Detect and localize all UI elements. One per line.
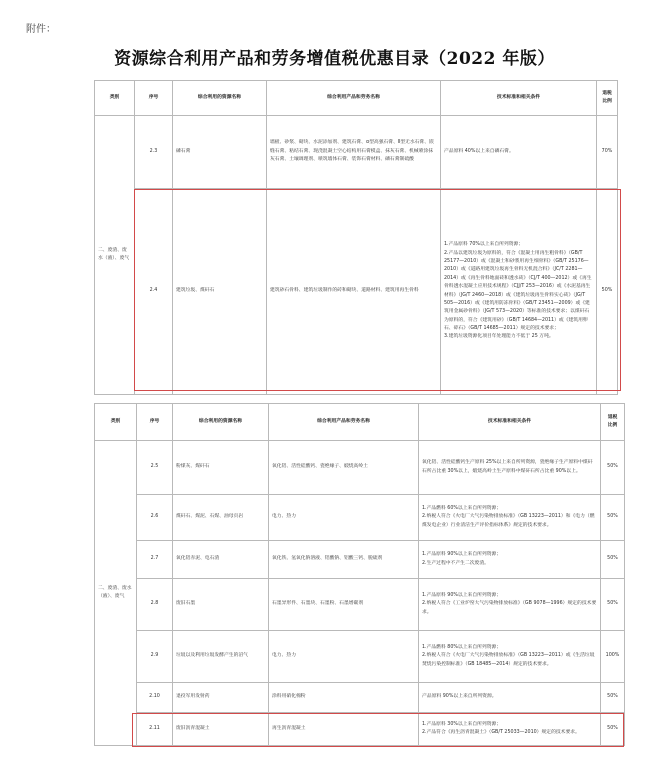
row-number: 2.6 [137,495,173,541]
standard-line: 2.产品符合《再生沥青混凝土》（GB/T 25033—2010）规定的技术要求。 [422,730,580,735]
standard-text [419,683,601,713]
header-number: 序号 [135,81,173,116]
page-title: 资源综合利用产品和劳务增值税优惠目录（2022 年版） [114,49,555,69]
resource-name: 粉煤灰、煤矸石 [173,441,269,495]
category-cell: 二、废渣、废水（液）、废气 [95,116,135,395]
header-resource: 综合利用的资源名称 [173,81,267,116]
resource-name: 氧化铝赤泥、电石渣 [173,541,269,579]
refund-rate: 50% [601,713,625,746]
standard-line: 氧化铝、活性硅酸钙生产原料 25%以上来自所列资源，瓷绝缘子生产原料中煤矸石所占比重 30%以上，煅烧高岭土生产原料中煤矸石所占比重 90%以上。 [422,460,593,474]
standard-line: 1.产品原料 30%以上来自所列资源； [422,721,502,727]
row-number: 2.4 [135,189,173,395]
standard-line: 1.产品原料 90%以上来自所列资源； [422,592,502,598]
resource-name: 废旧石墨 [173,579,269,631]
refund-rate: 50% [601,541,625,579]
standard-text [419,631,601,683]
standard-line: 2.产品以建筑垃圾为原料的，符合《混凝土用再生粗骨料》（GB/T 25177—2010）或《混凝土和砂浆用再生细骨料》（GB/T 25176—2010）或《道路用建筑垃圾再生骨料无机混合料》（JC/T 2281—2014）或《再生骨料地面砖和透水砖》（CJ/T 400—2012）或《再生骨料透水混凝土应用技术规程》（CJJ/T 253—2016）或《水泥基再生材料》（JG/T 2460—2018）或《建筑垃圾再生骨料实心砖》（JG/T 505—2016）或《建筑用防冻骨料》（GB/T 23451—2009）或《建筑用金属砂骨料》（JG/T 573—2020）等标准的技术要求；以煤矸石为原料的，符合《建筑用砂》（GB/T 14684—2011）或《建筑用卵石、碎石》（GB/T 14685—2011）规定的技术要求； [444,250,592,332]
table-row [95,441,625,495]
header-number: 序号 [137,404,173,441]
table-row [95,713,625,746]
standard-line: 1.产品原料 90%以上来自所列资源； [422,552,502,558]
standard-line: 产品原料 90%以上来自所列资源。 [422,694,497,700]
row-number: 2.9 [137,631,173,683]
header-category: 类别 [95,404,137,441]
standard-line: 1.产品燃料 80%以上来自所列资源； [422,644,502,650]
resource-name: 退役军用发射药 [173,683,269,713]
table-row [95,631,625,683]
row-number: 2.3 [135,116,173,189]
attachment-label: 附件： [26,24,56,35]
standard-line: 产品原料 40%以上来自磷石膏。 [444,148,514,154]
product-name: 氧化铝、活性硅酸钙、瓷绝缘子、煅烧高岭土 [269,441,419,495]
table-row [95,579,625,631]
product-name: 电力、热力 [269,495,419,541]
table-header-row [95,81,618,116]
table-1 [94,80,618,395]
standard-text [419,541,601,579]
table-row [95,116,618,189]
refund-rate: 70% [597,116,618,189]
header-category: 类别 [95,81,135,116]
table-row [95,189,618,395]
header-product: 综合利用产品和劳务名称 [267,81,441,116]
standard-text [441,116,597,189]
header-rate-line1: 退税 [602,90,612,96]
header-product: 综合利用产品和劳务名称 [269,404,419,441]
standard-line: 2.纳税人符合《火电厂大气污染物排放标准》（GB 13223—2011）或《生活垃圾焚烧污染控制标准》（GB 18485—2014）规定的技术要求。 [422,653,595,667]
resource-name: 废旧沥青混凝土 [173,713,269,746]
refund-rate: 50% [601,683,625,713]
refund-rate: 50% [601,441,625,495]
refund-rate: 50% [597,189,618,395]
header-standard: 技术标准和相关条件 [441,81,597,116]
table-row [95,541,625,579]
header-rate-line1: 退税 [607,414,618,420]
refund-rate: 50% [601,495,625,541]
product-name: 石墨异形件、石墨块、石墨粉、石墨增碳剂 [269,579,419,631]
standard-line: 2.纳税人符合《火电厂大气污染物排放标准》（GB 13223—2011）和《电力（燃煤发电企业）行业清洁生产评价指标体系》规定的技术要求。 [422,514,595,528]
resource-name: 建筑垃圾、煤矸石 [173,189,267,395]
row-number: 2.10 [137,683,173,713]
product-name: 电力、热力 [269,631,419,683]
standard-text [419,441,601,495]
standard-text [419,579,601,631]
table-2 [94,403,625,746]
standard-text [419,495,601,541]
category-cell: 二、废渣、废水（液）、废气 [95,441,137,746]
table-row [95,683,625,713]
resource-name: 垃圾以及利用垃圾发酵产生的沼气 [173,631,269,683]
product-name: 建筑砂石骨料、建筑垃圾制作的砖和砌块、道路材料、建筑用再生骨料 [267,189,441,395]
row-number: 2.11 [137,713,173,746]
resource-name: 磷石膏 [173,116,267,189]
row-number: 2.7 [137,541,173,579]
header-rate-line2: 比例 [602,99,612,104]
table-header-row [95,404,625,441]
refund-rate: 100% [601,631,625,683]
header-standard: 技术标准和相关条件 [419,404,601,441]
product-name: 墙板、砂浆、砌块、水泥添加剂、建筑石膏、α型高强石膏、Ⅱ型无水石膏、嵌缝石膏、粘结石膏、现浇混凝土空心结构用石膏模盒、抹灰石膏、机械喷涂抹灰石膏、土壤调理剂、喷筑墙体石膏、装饰石膏材料、磷石膏制硫酸 [267,116,441,189]
header-rate [597,81,618,116]
table-row [95,495,625,541]
refund-rate: 50% [601,579,625,631]
header-resource: 综合利用的资源名称 [173,404,269,441]
header-rate [601,404,625,441]
standard-line: 1.产品燃料 60%以上来自所列资源； [422,505,502,511]
product-name: 氧化铁、氢氧化钠溶液、铝酸钠、铝酸三钙、脱硫剂 [269,541,419,579]
standard-line: 2.生产过程中不产生二次废渣。 [422,560,489,566]
product-name: 涂料用硝化棉粉 [269,683,419,713]
row-number: 2.5 [137,441,173,495]
standard-text [419,713,601,746]
standard-line: 3.建筑垃圾资源化项目年处理能力不低于 25 万吨。 [444,334,554,340]
standard-text [441,189,597,395]
header-rate-line2: 比例 [607,423,618,428]
resource-name: 煤矸石、煤泥、石煤、油母页岩 [173,495,269,541]
row-number: 2.8 [137,579,173,631]
standard-line: 2.纳税人符合《工业炉窑大气污染物排放标准》（GB 9078—1996）规定的技术要求。 [422,601,597,615]
standard-line: 1.产品原料 70%以上来自所列资源； [444,242,524,248]
product-name: 再生沥青混凝土 [269,713,419,746]
